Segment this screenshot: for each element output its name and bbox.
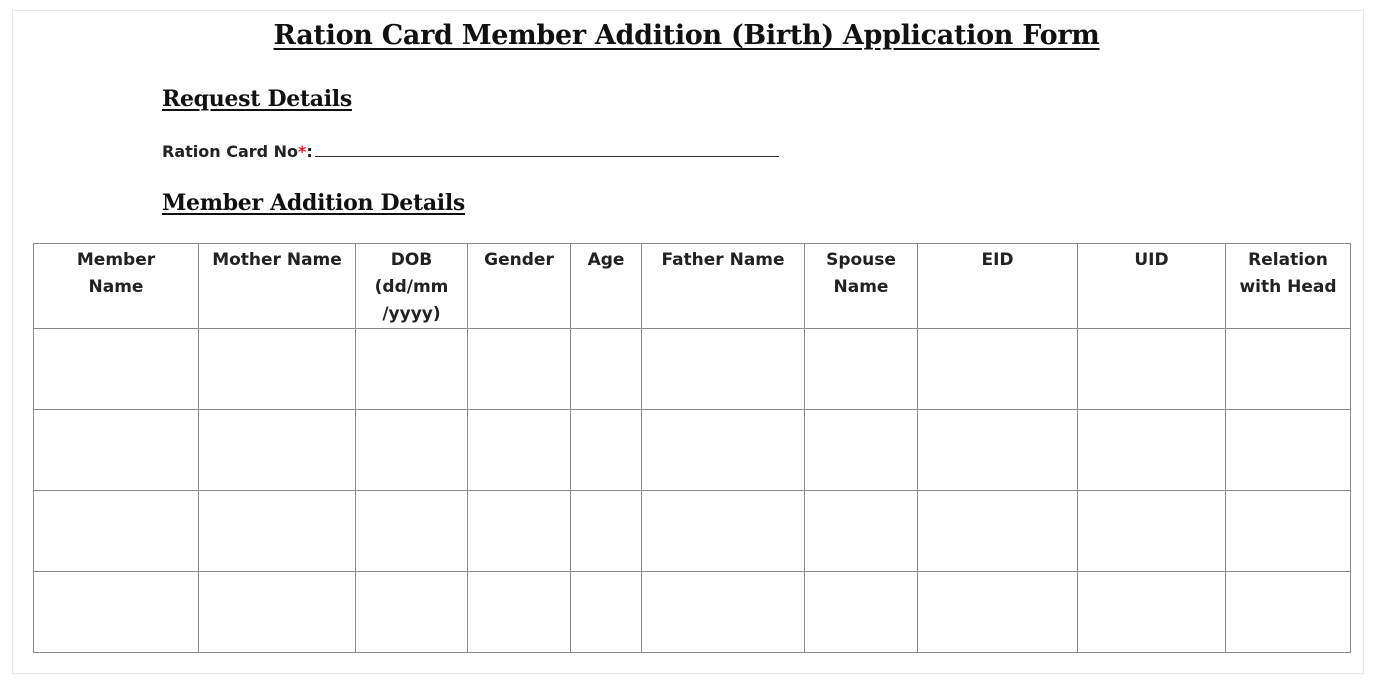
column-header-text: Spouse	[826, 250, 896, 270]
column-header-text: Father Name	[661, 250, 785, 270]
table-cell[interactable]	[571, 572, 642, 653]
table-row	[34, 329, 1351, 410]
table-cell[interactable]	[805, 572, 918, 653]
table-cell[interactable]	[1226, 491, 1351, 572]
table-cell[interactable]	[1226, 572, 1351, 653]
table-cell[interactable]	[1226, 329, 1351, 410]
table-cell[interactable]	[571, 410, 642, 491]
table-cell[interactable]	[1078, 491, 1226, 572]
ration-card-label: Ration Card No	[162, 142, 299, 161]
table-cell[interactable]	[642, 329, 805, 410]
member-addition-heading: Member Addition Details	[162, 190, 465, 216]
column-header	[468, 244, 571, 329]
table-header-row	[34, 244, 1351, 329]
table-cell[interactable]	[642, 572, 805, 653]
column-header-text: (dd/mm	[374, 277, 449, 297]
table-row	[34, 572, 1351, 653]
form-title: Ration Card Member Addition (Birth) Application Form	[273, 20, 1100, 51]
table-cell[interactable]	[642, 410, 805, 491]
table-cell[interactable]	[805, 329, 918, 410]
table-cell[interactable]	[1078, 572, 1226, 653]
column-header-text: UID	[1134, 250, 1169, 270]
table-cell[interactable]	[805, 410, 918, 491]
table-cell[interactable]	[356, 491, 468, 572]
column-header-text: Name	[833, 277, 889, 297]
table-cell[interactable]	[356, 410, 468, 491]
column-header	[642, 244, 805, 329]
table-cell[interactable]	[468, 572, 571, 653]
table-cell[interactable]	[356, 572, 468, 653]
column-header-text: Member	[76, 250, 156, 270]
column-header-text: Name	[88, 277, 144, 297]
column-header	[571, 244, 642, 329]
table-cell[interactable]	[1226, 410, 1351, 491]
table-cell[interactable]	[918, 572, 1078, 653]
table-cell[interactable]	[199, 572, 356, 653]
column-header	[34, 244, 199, 329]
table-cell[interactable]	[571, 491, 642, 572]
column-header-text: Gender	[484, 250, 554, 270]
ration-card-field	[162, 142, 779, 161]
table-cell[interactable]	[199, 410, 356, 491]
table-cell[interactable]	[468, 410, 571, 491]
column-header	[1226, 244, 1351, 329]
table-cell[interactable]	[468, 329, 571, 410]
column-header-text: with Head	[1239, 277, 1337, 297]
label-colon: :	[306, 142, 313, 161]
column-header-text: Mother Name	[212, 250, 342, 270]
table-row	[34, 491, 1351, 572]
required-marker: *	[298, 142, 307, 161]
table-cell[interactable]	[918, 410, 1078, 491]
table-cell[interactable]	[642, 491, 805, 572]
column-header	[356, 244, 468, 329]
request-details-heading: Request Details	[162, 86, 352, 112]
table-cell[interactable]	[468, 491, 571, 572]
table-cell[interactable]	[199, 491, 356, 572]
ration-card-input-line[interactable]	[315, 142, 779, 157]
table-body	[34, 329, 1351, 653]
column-header-text: EID	[981, 250, 1014, 270]
table-cell[interactable]	[571, 329, 642, 410]
column-header-text: /yyyy)	[382, 304, 441, 324]
column-header	[918, 244, 1078, 329]
table-cell[interactable]	[34, 329, 199, 410]
table-cell[interactable]	[199, 329, 356, 410]
column-header	[805, 244, 918, 329]
table-cell[interactable]	[34, 410, 199, 491]
table-cell[interactable]	[34, 491, 199, 572]
table-row	[34, 410, 1351, 491]
table-cell[interactable]	[1078, 329, 1226, 410]
column-header-text: DOB	[390, 250, 433, 270]
column-header	[199, 244, 356, 329]
column-header	[1078, 244, 1226, 329]
table-cell[interactable]	[918, 329, 1078, 410]
column-header-text: Age	[587, 250, 625, 270]
table-cell[interactable]	[918, 491, 1078, 572]
member-addition-table	[33, 243, 1351, 653]
table-cell[interactable]	[1078, 410, 1226, 491]
table-cell[interactable]	[805, 491, 918, 572]
table-cell[interactable]	[356, 329, 468, 410]
column-header-text: Relation	[1248, 250, 1328, 270]
table-cell[interactable]	[34, 572, 199, 653]
